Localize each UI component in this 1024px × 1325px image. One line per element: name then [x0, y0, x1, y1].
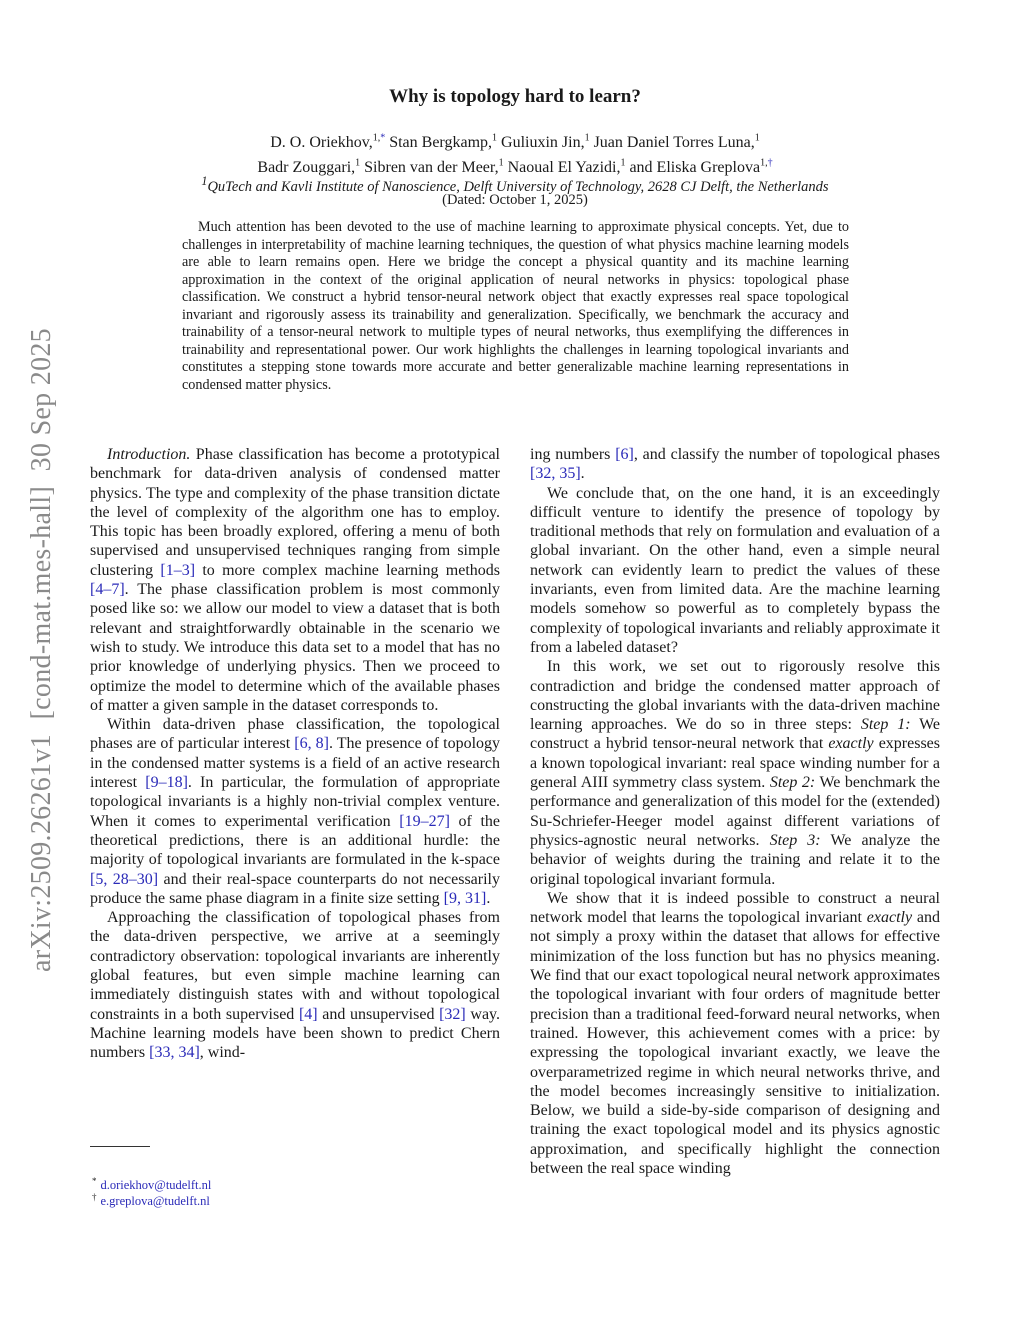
body-text: . The presence of topology in the condensed matter systems is a field of an active research interest: [90, 735, 501, 792]
italic-text: Introduction.: [107, 446, 191, 463]
author-affiliation-mark: 1: [498, 157, 504, 169]
author-affiliation-mark: 1: [355, 157, 361, 169]
author-line: [0, 129, 1024, 153]
email-link[interactable]: e.greplova@tudelft.nl: [100, 1194, 210, 1209]
right-column: [530, 445, 940, 1178]
body-text: . In particular, the formulation of appropriate topological invariants is a highly non-trivial complex venture. When it comes to experimental verification: [90, 774, 501, 830]
citation-link[interactable]: [9, 31]: [443, 889, 487, 907]
citation-link[interactable]: [6]: [615, 446, 634, 463]
affiliation-mark: 1: [201, 174, 208, 188]
body-text: In this work, we set out to rigorously resolve this contradiction and bridge the condensed matter approach of constructing the global invariants with the data-driven machine learning approaches. We do so in three steps:: [530, 658, 940, 734]
author-name: Badr Zouggari,: [257, 158, 356, 176]
footnote-2: [92, 1192, 210, 1209]
author-name: D. O. Oriekhov,: [270, 134, 373, 152]
body-text: . The phase classification problem is most commonly posed like so: we allow our model to view a dataset that is both relevant and straightforwardly obtainable in the scenario we wish to study. We introduce this data set to a model that has no prior knowledge of underlying physics. Then we proceed to optimize the model to determine which of the available phases of matter a given sample in the dataset corresponds to.: [90, 581, 500, 714]
citation-link[interactable]: [9–18]: [145, 774, 188, 792]
body-text: .: [486, 889, 491, 907]
citation-link[interactable]: [1–3]: [160, 561, 196, 579]
paragraph: [90, 445, 500, 715]
body-text: to more complex machine learning methods: [195, 561, 501, 579]
citation-link[interactable]: [6, 8]: [294, 735, 329, 753]
author-affiliation-mark: 1: [584, 133, 590, 144]
author-name: Stan Bergkamp,: [389, 134, 493, 152]
date-line: (Dated: October 1, 2025): [442, 192, 588, 208]
author: [594, 134, 760, 151]
body-text: , wind-: [199, 1044, 246, 1062]
body-text: Within data-driven phase classification, the topological phases are of particular interest: [90, 716, 500, 753]
body-text: We conclude that, on the one hand, it is an exceedingly difficult venture to identify the presence of topology by traditional methods that rely on formulation and evaluation of a global invariant. On the other hand, even a simple neural network can evidently learn to predict the values of these invariants, even from limited data. Are the machine learning models somehow so powerful as to completely bypass the complexity of topological invariants and reliably approximate it from a labeled dataset?: [530, 484, 940, 656]
body-text: expresses a known topological invariant: real space winding number for a general AIII symmetry class system.: [530, 735, 941, 792]
email-link[interactable]: d.oriekhov@tudelft.nl: [100, 1178, 212, 1193]
citation-link[interactable]: [33, 34]: [149, 1044, 200, 1062]
italic-text: exactly: [828, 735, 874, 753]
footnote-link[interactable]: *: [380, 133, 386, 144]
paper-title: Why is topology hard to learn?: [389, 86, 641, 107]
paragraph: [90, 715, 500, 908]
body-text: Approaching the classification of topological phases from the data-driven perspective, we arrive at a seemingly contradictory observation: topological invariants are inherently global features, but even simple machine learning can immediately distinguish states with and without topological constraints in a both supervised: [90, 909, 500, 1023]
footnote-mark: *: [92, 1176, 97, 1186]
paragraph: [530, 889, 940, 1178]
paragraph: [90, 908, 500, 1062]
body-text: We benchmark the performance and generalization of this model for the (extended) Su-Schriefer-Heeger model against different variations of physics-agnostic neural networks.: [530, 774, 941, 849]
italic-text: Step 1:: [860, 716, 911, 734]
author-name: Sibren van der Meer,: [364, 158, 499, 176]
body-text: .: [580, 465, 585, 483]
author: [270, 134, 385, 151]
body-text: , and classify the number of topological phases: [633, 446, 940, 463]
citation-link[interactable]: [19–27]: [399, 812, 450, 830]
abstract: Much attention has been devoted to the use of machine learning to approximate physical concepts. Yet, due to challenges in interpretability of machine learning techniques, the question of what physics machine learning models are able to learn remains open. Here we bridge the concept a physical quantity and its machine learning approximation in the context of the original application of neural networks in physics: topological phase classification. We construct a hybrid tensor-neural network object that exactly expresses real space topological invariant and rigorously assess its trainability and generalization. Specifically, we benchmark the accuracy and trainability of a tensor-neural network to multiple types of neural networks, thus exemplifying the differences in trainability and representational power. Our work highlights the challenges in learning topological invariants and constitutes a stepping stone towards more accurate and better generalizable machine learning representations in condensed matter physics.: [182, 219, 849, 393]
body-text: and their real-space counterparts do not necessarily produce the same phase diagram in a finite size setting: [90, 870, 501, 907]
affiliation-text: QuTech and Kavli Institute of Nanoscience, Delft University of Technology, 2628 CJ Delft, the Netherlands: [207, 178, 829, 195]
footnote-rule: [90, 1146, 150, 1147]
author-list: [0, 129, 1024, 178]
author-name: Juan Daniel Torres Luna,: [593, 134, 755, 152]
footnote-1: [92, 1176, 211, 1193]
body-text: We show that it is indeed possible to construct a neural network model that learns the topological invariant: [530, 889, 940, 927]
author-affiliation-mark: 1,†: [760, 157, 773, 169]
left-column: [90, 445, 500, 1063]
footnote-mark: †: [92, 1192, 97, 1202]
citation-link[interactable]: [5, 28–30]: [90, 870, 159, 888]
author-affiliation-mark: 1: [754, 133, 760, 144]
citation-link[interactable]: [4]: [298, 1005, 318, 1023]
body-text: ing numbers: [530, 446, 616, 463]
italic-text: Step 2:: [769, 774, 816, 792]
body-text: and unsupervised: [317, 1005, 440, 1023]
author-name: Naoual El Yazidi,: [507, 158, 621, 176]
citation-link[interactable]: [4–7]: [90, 581, 125, 599]
paragraph: [530, 657, 940, 889]
author: [501, 134, 590, 151]
paragraph: [530, 484, 940, 658]
author-affiliation-mark: 1,*: [372, 133, 386, 144]
author-affiliation-mark: 1: [492, 133, 498, 144]
paragraph: [530, 445, 940, 484]
italic-text: Step 3:: [769, 831, 821, 849]
body-text: Phase classification has become a prototypical benchmark for data-driven analysis of condensed matter physics. The type and complexity of the phase transition dictate the level of complexity of the algorithm one has to employ. This topic has been broadly explored, offering a menu of both supervised and unsupervised techniques ranging from simple clustering: [90, 446, 500, 579]
arxiv-stamp: arXiv:2509.26261v1 [cond-mat.mes-hall] 30 Sep 2025: [26, 328, 57, 972]
footnote-link[interactable]: †: [767, 157, 773, 169]
italic-text: exactly: [866, 909, 913, 927]
body-text: way. Machine learning models have been shown to predict Chern numbers: [90, 1005, 501, 1062]
author-name: Guliuxin Jin,: [501, 134, 585, 152]
citation-link[interactable]: [32, 35]: [530, 465, 581, 483]
body-text: We analyze the behavior of weights during the training and relate it to the original topological invariant formula.: [530, 831, 941, 888]
body-text: of the theoretical predictions, there is an additional hurdle: the majority of topological invariants are formulated in the k-space: [90, 812, 501, 869]
author-name: and Eliska Greplova: [629, 158, 761, 176]
author: [389, 134, 497, 151]
body-text: We construct a hybrid tensor-neural network that: [530, 716, 941, 753]
author-affiliation-mark: 1: [620, 157, 626, 169]
body-text: and not simply a proxy within the dataset that allows for effective minimization of the loss function but has no physics meaning. We find that our exact topological neural network approximates the topological invariant with four orders of magnitude better precision than a traditional feed-forward neural networks, when trained. However, this achievement comes with a price: by expressing the topological invariant exactly, we leave the overparametrized regime in which neural networks thrive, and the model becomes increasingly sensitive to initialization. Below, we build a side-by-side comparison of designing and training the exact topological model and its physics agnostic approximation, and specifically highlight the connection between the real space winding: [530, 909, 941, 1177]
citation-link[interactable]: [32]: [439, 1005, 466, 1023]
